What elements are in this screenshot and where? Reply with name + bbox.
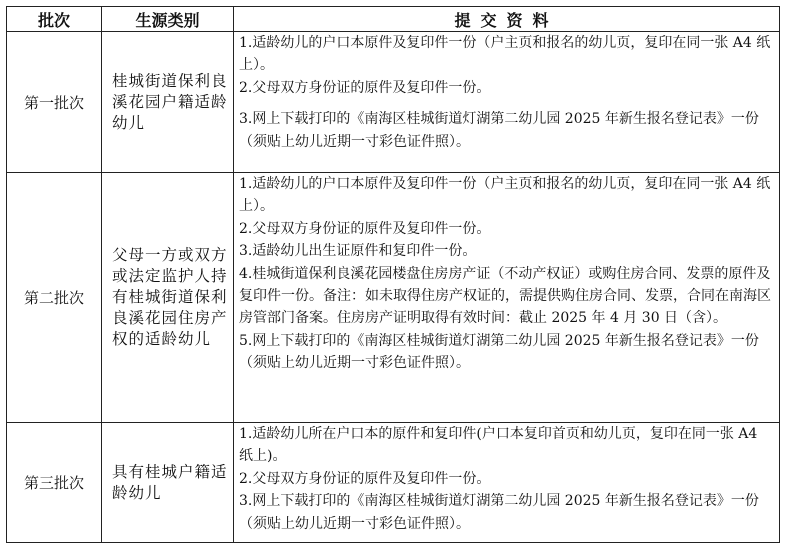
table-row bbox=[7, 32, 780, 173]
source-cell: 具有桂城户籍适龄幼儿 bbox=[102, 423, 234, 543]
batch-cell: 第一批次 bbox=[7, 32, 102, 173]
enrollment-materials-table bbox=[6, 6, 780, 543]
header-source: 生源类别 bbox=[102, 7, 234, 32]
material-item: 4.桂城街道保利良溪花园楼盘住房房产证（不动产权证）或购住房合同、发票的原件及复印件一份。备注：如未取得住房产权证的，需提供购住房合同、发票，合同在南海区房管部门备案。住房房产证明取得有效时间：截止 2025 年 4 月 30 日（含）。 bbox=[239, 265, 771, 327]
material-item: 1.适龄幼儿的户口本原件及复印件一份（户主页和报名的幼儿页，复印在同一张 A4 纸上）。 bbox=[239, 176, 771, 215]
material-item: 3.网上下载打印的《南海区桂城街道灯湖第二幼儿园 2025 年新生报名登记表》一份（须贴上幼儿近期一寸彩色证件照）。 bbox=[239, 493, 759, 532]
material-item: 2.父母双方身份证的原件及复印件一份。 bbox=[239, 79, 491, 96]
header-batch: 批次 bbox=[7, 7, 102, 32]
batch-cell: 第三批次 bbox=[7, 423, 102, 543]
source-cell: 父母一方或双方或法定监护人持有桂城街道保利良溪花园住房产权的适龄幼儿 bbox=[102, 173, 234, 423]
header-materials: 提交资料 bbox=[234, 7, 780, 32]
materials-cell bbox=[234, 173, 780, 423]
material-item: 3.网上下载打印的《南海区桂城街道灯湖第二幼儿园 2025 年新生报名登记表》一份（须贴上幼儿近期一寸彩色证件照）。 bbox=[239, 111, 759, 150]
batch-cell: 第二批次 bbox=[7, 173, 102, 423]
material-item: 2.父母双方身份证的原件及复印件一份。 bbox=[239, 220, 491, 237]
material-item: 1.适龄幼儿的户口本原件及复印件一份（户主页和报名的幼儿页，复印在同一张 A4 纸上）。 bbox=[239, 35, 771, 74]
material-item: 2.父母双方身份证的原件及复印件一份。 bbox=[239, 470, 491, 487]
materials-cell bbox=[234, 32, 780, 173]
materials-cell bbox=[234, 423, 780, 543]
table-row bbox=[7, 423, 780, 543]
material-item: 5.网上下载打印的《南海区桂城街道灯湖第二幼儿园 2025 年新生报名登记表》一份（须贴上幼儿近期一寸彩色证件照）。 bbox=[239, 332, 759, 372]
header-row bbox=[7, 7, 780, 32]
material-item: 1.适龄幼儿所在户口本的原件和复印件(户口本复印首页和幼儿页，复印在同一张 A4 纸上)。 bbox=[239, 426, 758, 465]
table-row bbox=[7, 173, 780, 423]
source-cell: 桂城街道保利良溪花园户籍适龄幼儿 bbox=[102, 32, 234, 173]
material-item: 3.适龄幼儿出生证原件和复印件一份。 bbox=[239, 243, 477, 260]
